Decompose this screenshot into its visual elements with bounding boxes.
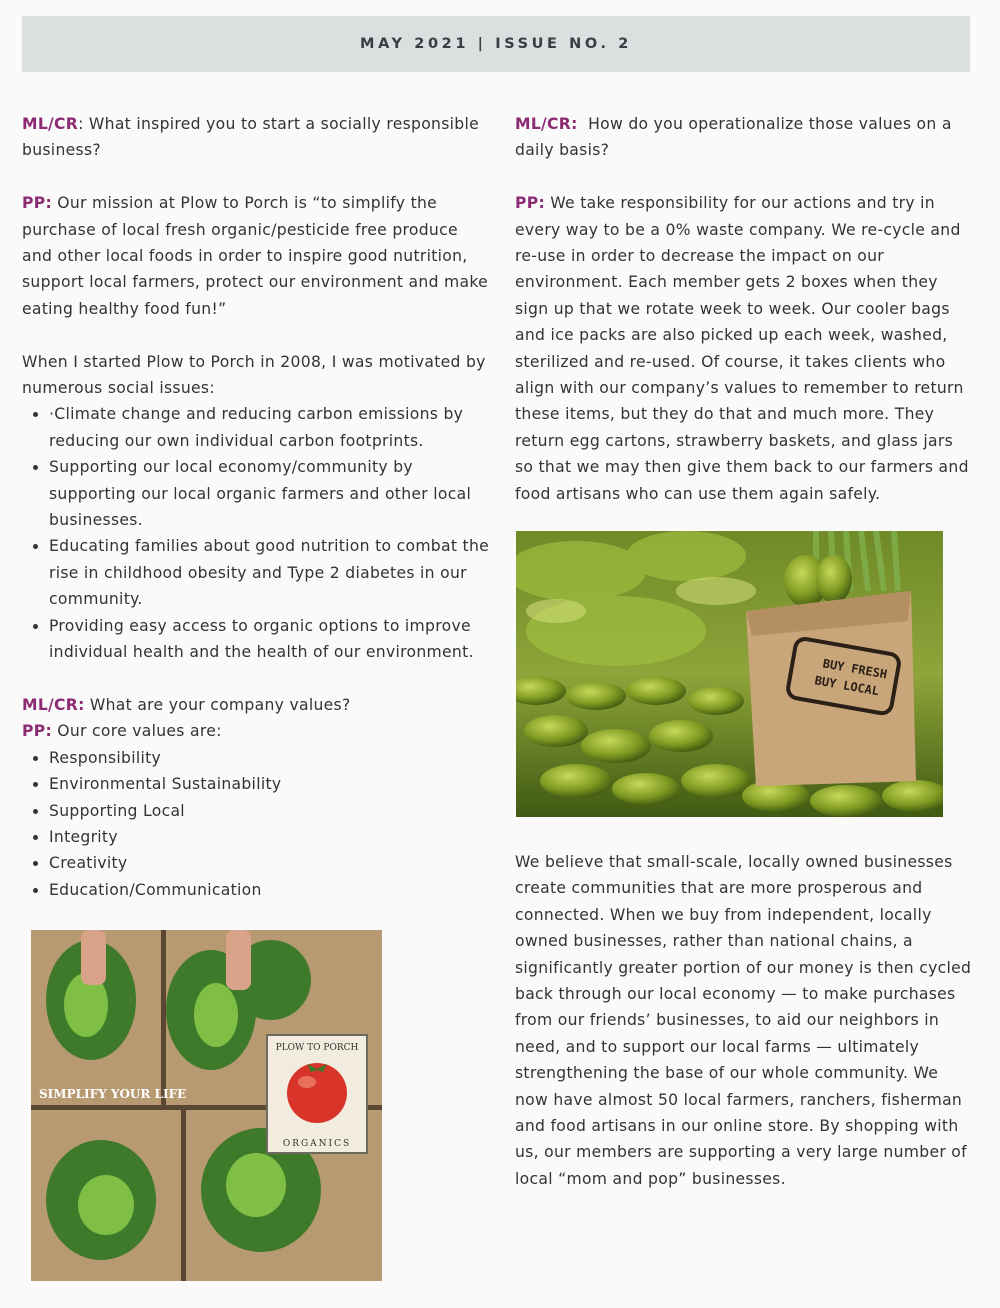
- answer-text: Our core values are:: [52, 722, 222, 741]
- overlay-caption: SIMPLIFY YOUR LIFE: [39, 1087, 187, 1101]
- list-item: • Responsibility: [49, 745, 492, 771]
- social-issues-list: [22, 401, 492, 665]
- respondent-label: PP:: [515, 194, 545, 213]
- list-item: • Educating families about good nutrition to combat the rise in childhood obesity and Type 2 diabetes in our community.: [49, 533, 492, 612]
- logo-top-text: PLOW TO PORCH: [275, 1043, 359, 1053]
- issue-header-bar: [22, 16, 970, 72]
- answer-text: Our mission at Plow to Porch is “to simplify the purchase of local fresh organic/pesticide free produce and other local foods in order to inspire good nutrition, support local farmers, protect our environment and make eating healthy food fun!”: [22, 194, 489, 318]
- list-item: • ·Climate change and reducing carbon emissions by reducing our own individual carbon footprints.: [49, 401, 492, 454]
- cucumbers-photo: [516, 531, 943, 817]
- answer-text: We take responsibility for our actions and try in every way to be a 0% waste company. We re-cycle and re-use in order to decrease the impact on our environment. Each member gets 2 boxes when they sign up that we rotate week to week. Our cooler bags and ice packs are also picked up each week, washed, sterilized and re-used. Of course, it takes clients who align with our company’s values to remember to return these items, but they do that and much more. They return egg cartons, strawberry baskets, and glass jars so that we may then give them back to our farmers and food artisans who can use them again safely.: [515, 194, 969, 503]
- list-item: • Integrity: [49, 824, 492, 850]
- question-operationalize: [515, 111, 973, 164]
- answer-mission: [22, 190, 492, 322]
- question-inspiration: [22, 111, 492, 164]
- question-text: What are your company values?: [84, 695, 351, 714]
- issue-header-title: MAY 2021 | ISSUE NO. 2: [360, 36, 632, 52]
- interviewer-label: ML/CR:: [515, 115, 578, 133]
- local-business-paragraph: We believe that small-scale, locally owned businesses create communities that are more prosperous and connected. When we buy from independent, locally owned businesses, rather than national chains, a significantly greater portion of our money is then cycled back through our local economy — to make purchases from our friends’ businesses, to aid our neighbors in need, and to support our local farms — ultimately strengthening the base of our whole community. We now have almost 50 local farmers, ranchers, fisherman and food artisans in our online store. By shopping with us, our members are supporting a very large number of local “mom and pop” businesses.: [515, 853, 972, 1188]
- answer-values: [22, 718, 492, 744]
- list-item: • Providing easy access to organic options to improve individual health and the health of our environment.: [49, 613, 492, 666]
- answer-zero-waste: [515, 190, 973, 507]
- respondent-label: PP:: [22, 722, 52, 741]
- right-column: [515, 111, 973, 507]
- left-column: [22, 111, 492, 903]
- interviewer-label: ML/CR: [22, 115, 79, 133]
- core-values-list: [22, 745, 492, 903]
- list-item: • Supporting our local economy/community by supporting our local organic farmers and other local businesses.: [49, 454, 492, 533]
- lettuce-boxes-photo: [31, 930, 382, 1281]
- interviewer-label: ML/CR:: [22, 695, 85, 714]
- bag-stamp-line2: BUY LOCAL: [813, 673, 881, 699]
- list-item: • Creativity: [49, 850, 492, 876]
- respondent-label: PP:: [22, 194, 52, 213]
- bag-stamp-line1: BUY FRESH: [821, 656, 889, 682]
- motivation-intro: When I started Plow to Porch in 2008, I was motivated by numerous social issues:: [22, 352, 486, 398]
- logo-bottom-text: ORGANICS: [282, 1139, 352, 1149]
- question-text: : What inspired you to start a socially responsible business?: [22, 115, 480, 160]
- list-item: • Supporting Local: [49, 798, 492, 824]
- list-item: • Education/Communication: [49, 877, 492, 903]
- list-item: • Environmental Sustainability: [49, 771, 492, 797]
- question-values: [22, 692, 492, 718]
- question-text: How do you operationalize those values on a daily basis?: [515, 115, 957, 160]
